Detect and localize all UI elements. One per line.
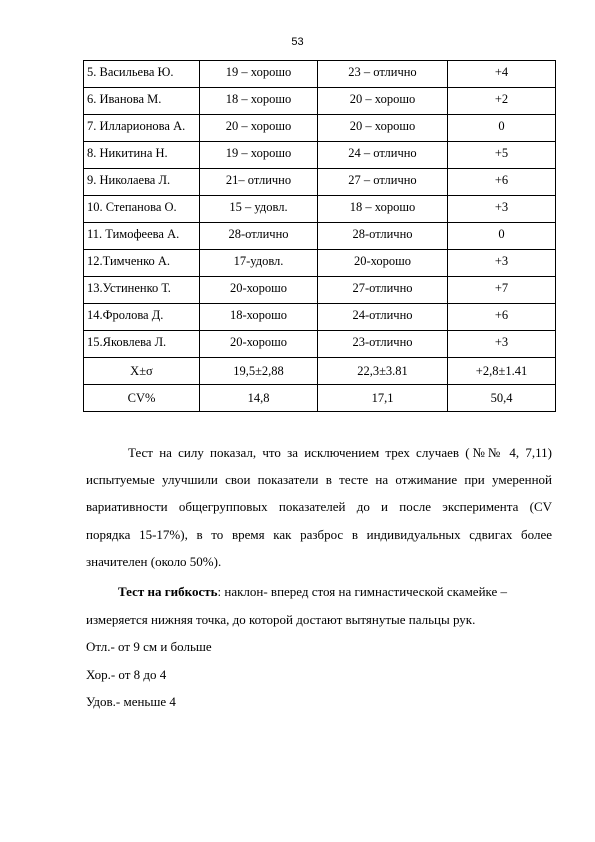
grade-good: Хор.- от 8 до 4 [86,666,167,682]
participant-name-cell: 10. Степанова О. [84,196,200,223]
table-row [84,196,556,223]
grade-satisfactory: Удов.- меньше 4 [86,694,176,709]
stat-change-cell: 50,4 [448,385,556,412]
table-row [84,88,556,115]
stat-label-cell: Х±σ [84,358,200,385]
before-score-cell: 18 – хорошо [200,88,318,115]
after-score-cell: 27 – отлично [318,169,448,196]
participant-name-cell: 5. Васильева Ю. [84,61,200,88]
participant-name-cell: 8. Никитина Н. [84,142,200,169]
participant-name-cell: 14.Фролова Д. [84,304,200,331]
change-cell: +3 [448,331,556,358]
stat-before-cell: 14,8 [200,385,318,412]
before-score-cell: 20 – хорошо [200,115,318,142]
after-score-cell: 20 – хорошо [318,115,448,142]
stat-after-cell: 17,1 [318,385,448,412]
after-score-cell: 20 – хорошо [318,88,448,115]
stat-after-cell: 22,3±3.81 [318,358,448,385]
change-cell: +3 [448,250,556,277]
paragraph-line: Тест на силу показал, что за исключением трех случаев (№№ 4, 7,11) [128,445,552,460]
table-row [84,115,556,142]
table-row [84,223,556,250]
after-score-cell: 28-отлично [318,223,448,250]
participant-name-cell: 11. Тимофеева А. [84,223,200,250]
before-score-cell: 28-отлично [200,223,318,250]
before-score-cell: 20-хорошо [200,277,318,304]
change-cell: 0 [448,223,556,250]
paragraph-line: порядка 15-17%), в то время как разброс в индивидуальных сдвигах более [86,526,552,542]
participant-name-cell: 9. Николаева Л. [84,169,200,196]
participant-name-cell: 6. Иванова М. [84,88,200,115]
stat-before-cell: 19,5±2,88 [200,358,318,385]
flexibility-test-title: Тест на гибкость [118,584,218,599]
participant-name-cell: 15.Яковлева Л. [84,331,200,358]
participant-name-cell: 7. Илларионова А. [84,115,200,142]
after-score-cell: 27-отлично [318,277,448,304]
change-cell: +6 [448,169,556,196]
paragraph-line: вариативности общегрупповых показателей до и после эксперимента (CV [86,499,552,515]
page-number: 53 [291,36,304,48]
before-score-cell: 19 – хорошо [200,61,318,88]
after-score-cell: 23 – отлично [318,61,448,88]
paragraph-line: испытуемые улучшили свои показатели в тесте на отжимание при умеренной [86,472,552,488]
before-score-cell: 17-удовл. [200,250,318,277]
after-score-cell: 24-отлично [318,304,448,331]
before-score-cell: 15 – удовл. [200,196,318,223]
table-row [84,331,556,358]
stats-row [84,358,556,385]
flexibility-test-description-line: измеряется нижняя точка, до которой достают вытянутые пальцы рук. [86,611,476,627]
change-cell: +5 [448,142,556,169]
table-row [84,169,556,196]
after-score-cell: 18 – хорошо [318,196,448,223]
paragraph-line: значителен (около 50%). [86,553,222,569]
change-cell: +7 [448,277,556,304]
change-cell: +3 [448,196,556,223]
participant-name-cell: 13.Устиненко Т. [84,277,200,304]
grade-excellent: Отл.- от 9 см и больше [86,639,212,654]
before-score-cell: 19 – хорошо [200,142,318,169]
stat-change-cell: +2,8±1.41 [448,358,556,385]
stats-row [84,385,556,412]
table-row [84,61,556,88]
before-score-cell: 18-хорошо [200,304,318,331]
strength-test-paragraph [86,439,552,575]
flexibility-test-heading-line [86,578,552,606]
table-row [84,277,556,304]
change-cell: +4 [448,61,556,88]
change-cell: +2 [448,88,556,115]
after-score-cell: 20-хорошо [318,250,448,277]
table-row [84,304,556,331]
results-table [83,60,556,412]
results-table-body [84,61,556,412]
after-score-cell: 23-отлично [318,331,448,358]
participant-name-cell: 12.Тимченко А. [84,250,200,277]
change-cell: +6 [448,304,556,331]
table-row [84,250,556,277]
before-score-cell: 21– отлично [200,169,318,196]
stat-label-cell: CV% [84,385,200,412]
after-score-cell: 24 – отлично [318,142,448,169]
before-score-cell: 20-хорошо [200,331,318,358]
flexibility-test-description: : наклон- вперед стоя на гимнастической скамейке – [217,584,508,599]
change-cell: 0 [448,115,556,142]
flexibility-test-section [86,578,552,716]
table-row [84,142,556,169]
